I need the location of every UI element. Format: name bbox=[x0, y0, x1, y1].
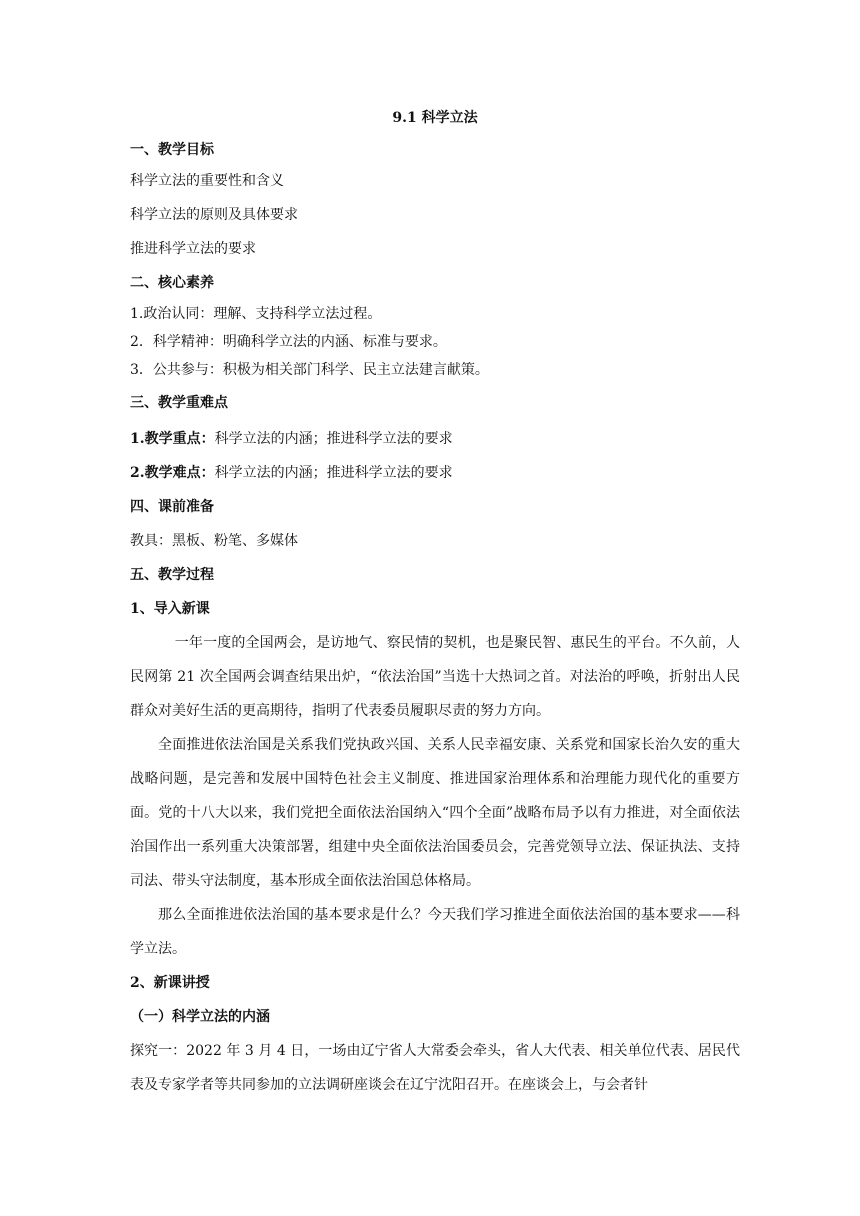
intro-paragraph-1: 一年一度的全国两会，是访地气、察民情的契机，也是聚民智、惠民生的平台。不久前，人民网第 21 次全国两会调查结果出炉，“依法治国”当选十大热词之首。对法治的呼唤，折射出人民群众对美好生活的更高期待，指明了代表委员履职尽责的努力方向。 bbox=[130, 635, 740, 719]
intro-paragraph-2: 全面推进依法治国是关系我们党执政兴国、关系人民幸福安康、关系党和国家长治久安的重大战略问题，是完善和发展中国特色社会主义制度、推进国家治理体系和治理能力现代化的重要方面。党的十八大以来，我们党把全面依法治国纳入“四个全面”战略布局予以有力推进，对全面依法治国作出一系列重大决策部署，组建中央全面依法治国委员会，完善党领导立法、保证执法、支持司法、带头守法制度，基本形成全面依法治国总体格局。 bbox=[130, 737, 740, 889]
objective-text: 科学立法的重要性和含义 bbox=[130, 173, 284, 189]
document-title: 9.1 科学立法 bbox=[392, 110, 478, 126]
heading-text: 五、教学过程 bbox=[130, 567, 214, 583]
subheading-intro bbox=[130, 592, 740, 626]
inquiry-paragraph-1: 探究一：2022 年 3 月 4 日，一场由辽宁省人大常委会牵头，省人大代表、相关单位代表、居民代表及专家学者等共同参加的立法调研座谈会在辽宁沈阳召开。在座谈会上，与会者针 bbox=[130, 1043, 740, 1093]
subheading-connotation bbox=[130, 1000, 740, 1034]
intro-paragraph-3: 那么全面推进依法治国的基本要求是什么？今天我们学习推进全面依法治国的基本要求——科学立法。 bbox=[130, 907, 740, 957]
key-point-line bbox=[130, 422, 740, 456]
objective-item bbox=[130, 232, 740, 266]
section-heading-preparation bbox=[130, 490, 740, 524]
objective-item bbox=[130, 164, 740, 198]
section-heading-process bbox=[130, 558, 740, 592]
literacy-text: 2．科学精神：明确科学立法的内涵、标准与要求。 bbox=[130, 334, 447, 350]
literacy-item bbox=[130, 328, 740, 356]
heading-text: 一、教学目标 bbox=[130, 142, 214, 158]
difficult-point-text: 科学立法的内涵；推进科学立法的要求 bbox=[214, 465, 453, 481]
key-point-text: 科学立法的内涵；推进科学立法的要求 bbox=[214, 431, 453, 447]
objective-text: 推进科学立法的要求 bbox=[130, 241, 256, 257]
difficult-point-label: 2.教学难点： bbox=[130, 465, 215, 481]
objective-text: 科学立法的原则及具体要求 bbox=[130, 207, 298, 223]
subheading-text: 1、导入新课 bbox=[130, 601, 210, 617]
key-point-label: 1.教学重点： bbox=[130, 431, 215, 447]
subheading-new-lesson bbox=[130, 966, 740, 1000]
heading-text: 二、核心素养 bbox=[130, 275, 214, 291]
literacy-item bbox=[130, 356, 740, 384]
literacy-item bbox=[130, 300, 740, 328]
preparation-text: 教具：黑板、粉笔、多媒体 bbox=[130, 533, 298, 549]
subheading-text: （一）科学立法的内涵 bbox=[130, 1009, 270, 1025]
heading-text: 三、教学重难点 bbox=[130, 395, 228, 411]
section-heading-key-points bbox=[130, 384, 740, 422]
subheading-text: 2、新课讲授 bbox=[130, 975, 210, 991]
heading-text: 四、课前准备 bbox=[130, 499, 214, 515]
preparation-line bbox=[130, 524, 740, 558]
literacy-text: 3．公共参与：积极为相关部门科学、民主立法建言献策。 bbox=[130, 362, 489, 378]
difficult-point-line bbox=[130, 456, 740, 490]
literacy-text: 1.政治认同：理解、支持科学立法过程。 bbox=[130, 306, 382, 322]
objective-item bbox=[130, 198, 740, 232]
document-page bbox=[130, 108, 740, 1102]
section-heading-core-literacy bbox=[130, 266, 740, 300]
section-heading-objectives bbox=[130, 136, 740, 164]
